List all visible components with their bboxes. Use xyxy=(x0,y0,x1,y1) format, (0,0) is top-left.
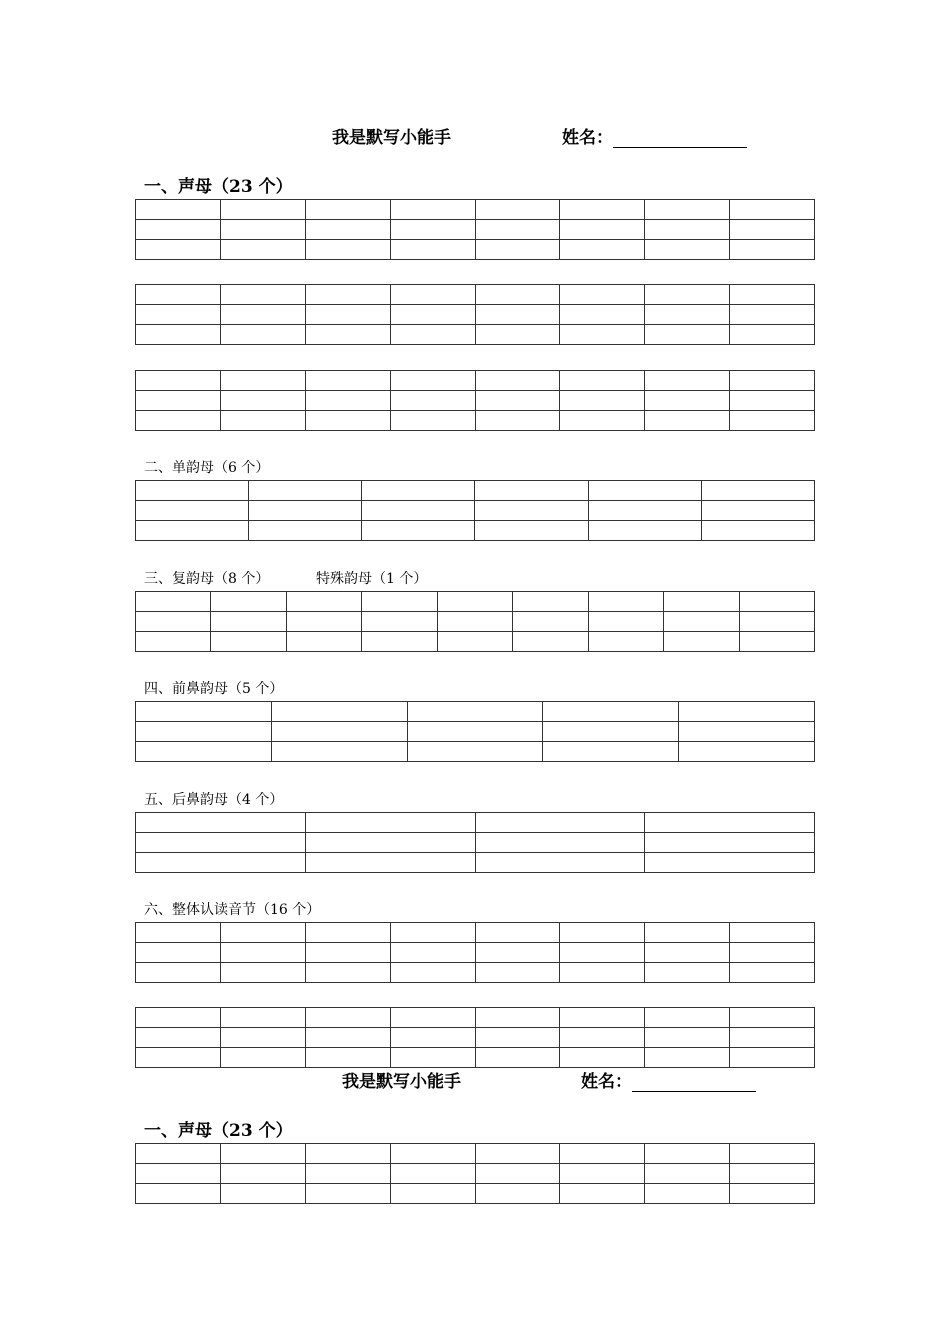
writing-cell[interactable] xyxy=(136,1164,221,1184)
writing-cell[interactable] xyxy=(220,200,305,220)
grid-row xyxy=(136,632,815,652)
writing-cell[interactable] xyxy=(560,923,645,943)
writing-cell[interactable] xyxy=(730,1184,815,1204)
writing-cell[interactable] xyxy=(543,742,679,762)
writing-cell[interactable] xyxy=(136,240,221,260)
writing-cell[interactable] xyxy=(220,371,305,391)
writing-cell[interactable] xyxy=(560,391,645,411)
writing-cell[interactable] xyxy=(305,220,390,240)
writing-grid-back-nasal[interactable] xyxy=(135,812,815,873)
writing-cell[interactable] xyxy=(475,813,645,833)
writing-cell[interactable] xyxy=(730,371,815,391)
writing-grid-initials-1[interactable] xyxy=(135,199,815,260)
writing-cell[interactable] xyxy=(475,943,560,963)
grid-row xyxy=(136,1028,815,1048)
writing-cell[interactable] xyxy=(220,391,305,411)
writing-cell[interactable] xyxy=(136,481,249,501)
writing-cell[interactable] xyxy=(739,592,815,612)
writing-cell[interactable] xyxy=(362,501,475,521)
writing-cell[interactable] xyxy=(645,305,730,325)
writing-cell[interactable] xyxy=(362,481,475,501)
writing-cell[interactable] xyxy=(645,1164,730,1184)
writing-cell[interactable] xyxy=(701,521,814,541)
worksheet-title: 我是默写小能手 xyxy=(332,128,451,148)
writing-cell[interactable] xyxy=(475,220,560,240)
writing-cell[interactable] xyxy=(390,305,475,325)
writing-cell[interactable] xyxy=(390,1144,475,1164)
grid-row xyxy=(136,722,815,742)
writing-cell[interactable] xyxy=(645,1048,730,1068)
writing-cell[interactable] xyxy=(645,200,730,220)
writing-cell[interactable] xyxy=(305,853,475,873)
grid-row xyxy=(136,371,815,391)
grid-row xyxy=(136,1144,815,1164)
writing-cell[interactable] xyxy=(701,481,814,501)
writing-cell[interactable] xyxy=(475,371,560,391)
writing-cell[interactable] xyxy=(664,632,739,652)
writing-cell[interactable] xyxy=(730,325,815,345)
writing-cell[interactable] xyxy=(136,612,211,632)
writing-cell[interactable] xyxy=(249,501,362,521)
writing-cell[interactable] xyxy=(475,1164,560,1184)
writing-cell[interactable] xyxy=(560,305,645,325)
grid-row xyxy=(136,325,815,345)
writing-cell[interactable] xyxy=(390,1028,475,1048)
writing-cell[interactable] xyxy=(305,200,390,220)
grid-row xyxy=(136,200,815,220)
writing-cell[interactable] xyxy=(305,240,390,260)
writing-cell[interactable] xyxy=(220,305,305,325)
writing-cell[interactable] xyxy=(730,1008,815,1028)
section-front-nasal-label: 四、前鼻韵母（5 个） xyxy=(144,681,284,697)
writing-cell[interactable] xyxy=(136,1008,221,1028)
writing-cell[interactable] xyxy=(679,702,815,722)
writing-cell[interactable] xyxy=(475,240,560,260)
grid-row xyxy=(136,612,815,632)
writing-cell[interactable] xyxy=(305,1028,390,1048)
writing-cell[interactable] xyxy=(211,632,286,652)
writing-cell[interactable] xyxy=(739,632,815,652)
writing-cell[interactable] xyxy=(730,411,815,431)
writing-cell[interactable] xyxy=(305,391,390,411)
writing-cell[interactable] xyxy=(136,943,221,963)
name-label-2: 姓名： xyxy=(581,1072,632,1092)
writing-cell[interactable] xyxy=(730,1144,815,1164)
writing-cell[interactable] xyxy=(362,592,437,612)
writing-cell[interactable] xyxy=(136,722,272,742)
writing-cell[interactable] xyxy=(390,200,475,220)
writing-cell[interactable] xyxy=(645,391,730,411)
grid-row xyxy=(136,1048,815,1068)
writing-cell[interactable] xyxy=(645,1144,730,1164)
writing-cell[interactable] xyxy=(475,1184,560,1204)
writing-cell[interactable] xyxy=(220,1184,305,1204)
writing-cell[interactable] xyxy=(211,592,286,612)
writing-grid-whole-syllables-1[interactable] xyxy=(135,922,815,983)
writing-cell[interactable] xyxy=(362,632,437,652)
writing-cell[interactable] xyxy=(560,963,645,983)
writing-cell[interactable] xyxy=(560,220,645,240)
writing-cell[interactable] xyxy=(730,1164,815,1184)
name-field[interactable] xyxy=(562,128,747,148)
writing-cell[interactable] xyxy=(390,1184,475,1204)
grid-row xyxy=(136,501,815,521)
writing-cell[interactable] xyxy=(136,592,211,612)
writing-cell[interactable] xyxy=(136,1048,221,1068)
writing-cell[interactable] xyxy=(136,521,249,541)
writing-cell[interactable] xyxy=(475,1144,560,1164)
writing-cell[interactable] xyxy=(730,963,815,983)
writing-cell[interactable] xyxy=(730,240,815,260)
writing-cell[interactable] xyxy=(271,722,407,742)
writing-cell[interactable] xyxy=(560,1184,645,1204)
writing-cell[interactable] xyxy=(475,521,588,541)
writing-cell[interactable] xyxy=(390,391,475,411)
writing-grid-initials-page2[interactable] xyxy=(135,1143,815,1204)
writing-cell[interactable] xyxy=(136,305,221,325)
writing-cell[interactable] xyxy=(513,632,588,652)
writing-cell[interactable] xyxy=(645,371,730,391)
grid-row xyxy=(136,1184,815,1204)
writing-cell[interactable] xyxy=(588,632,663,652)
writing-cell[interactable] xyxy=(390,1048,475,1068)
writing-cell[interactable] xyxy=(220,1164,305,1184)
worksheet-title-2: 我是默写小能手 xyxy=(342,1072,461,1092)
writing-cell[interactable] xyxy=(220,1144,305,1164)
writing-cell[interactable] xyxy=(362,521,475,541)
writing-cell[interactable] xyxy=(588,592,663,612)
writing-cell[interactable] xyxy=(305,411,390,431)
writing-cell[interactable] xyxy=(475,833,645,853)
writing-cell[interactable] xyxy=(305,943,390,963)
writing-cell[interactable] xyxy=(437,592,512,612)
writing-cell[interactable] xyxy=(560,371,645,391)
grid-row xyxy=(136,220,815,240)
writing-cell[interactable] xyxy=(136,963,221,983)
grid-row xyxy=(136,592,815,612)
writing-cell[interactable] xyxy=(305,1184,390,1204)
writing-cell[interactable] xyxy=(645,943,730,963)
writing-cell[interactable] xyxy=(543,722,679,742)
writing-cell[interactable] xyxy=(679,742,815,762)
writing-cell[interactable] xyxy=(390,411,475,431)
writing-cell[interactable] xyxy=(475,1028,560,1048)
grid-row xyxy=(136,833,815,853)
writing-cell[interactable] xyxy=(560,411,645,431)
writing-cell[interactable] xyxy=(560,1144,645,1164)
writing-cell[interactable] xyxy=(136,200,221,220)
writing-cell[interactable] xyxy=(305,1144,390,1164)
section-back-nasal-label: 五、后鼻韵母（4 个） xyxy=(144,792,284,808)
grid-row xyxy=(136,943,815,963)
writing-cell[interactable] xyxy=(136,220,221,240)
writing-cell[interactable] xyxy=(560,1048,645,1068)
writing-cell[interactable] xyxy=(730,220,815,240)
writing-cell[interactable] xyxy=(588,501,701,521)
writing-cell[interactable] xyxy=(475,411,560,431)
writing-cell[interactable] xyxy=(249,521,362,541)
writing-cell[interactable] xyxy=(701,501,814,521)
writing-cell[interactable] xyxy=(407,722,543,742)
writing-cell[interactable] xyxy=(249,481,362,501)
writing-cell[interactable] xyxy=(475,305,560,325)
name-label: 姓名： xyxy=(562,128,613,148)
writing-cell[interactable] xyxy=(730,305,815,325)
writing-cell[interactable] xyxy=(739,612,815,632)
writing-cell[interactable] xyxy=(286,632,361,652)
section-special-final-label: 特殊韵母（1 个） xyxy=(316,571,428,587)
writing-cell[interactable] xyxy=(475,963,560,983)
grid-row xyxy=(136,963,815,983)
writing-cell[interactable] xyxy=(305,1008,390,1028)
writing-cell[interactable] xyxy=(390,943,475,963)
writing-cell[interactable] xyxy=(305,1048,390,1068)
grid-row xyxy=(136,391,815,411)
writing-cell[interactable] xyxy=(136,702,272,722)
writing-cell[interactable] xyxy=(730,923,815,943)
writing-cell[interactable] xyxy=(560,285,645,305)
writing-cell[interactable] xyxy=(560,943,645,963)
writing-cell[interactable] xyxy=(664,592,739,612)
writing-cell[interactable] xyxy=(136,391,221,411)
writing-cell[interactable] xyxy=(645,1028,730,1048)
writing-cell[interactable] xyxy=(305,923,390,943)
writing-cell[interactable] xyxy=(390,923,475,943)
grid-row xyxy=(136,481,815,501)
writing-cell[interactable] xyxy=(543,702,679,722)
writing-cell[interactable] xyxy=(136,853,306,873)
writing-cell[interactable] xyxy=(730,1028,815,1048)
writing-cell[interactable] xyxy=(136,501,249,521)
writing-cell[interactable] xyxy=(305,285,390,305)
writing-cell[interactable] xyxy=(136,813,306,833)
writing-cell[interactable] xyxy=(305,325,390,345)
section-whole-syllables-label: 六、整体认读音节（16 个） xyxy=(144,902,321,918)
writing-cell[interactable] xyxy=(390,240,475,260)
writing-cell[interactable] xyxy=(305,371,390,391)
writing-cell[interactable] xyxy=(730,943,815,963)
writing-cell[interactable] xyxy=(220,240,305,260)
writing-cell[interactable] xyxy=(560,200,645,220)
writing-cell[interactable] xyxy=(645,220,730,240)
writing-cell[interactable] xyxy=(407,742,543,762)
writing-cell[interactable] xyxy=(220,285,305,305)
section-compound-finals-label: 三、复韵母（8 个） xyxy=(144,571,270,587)
writing-cell[interactable] xyxy=(475,481,588,501)
writing-cell[interactable] xyxy=(475,1048,560,1068)
grid-row xyxy=(136,521,815,541)
writing-cell[interactable] xyxy=(560,1008,645,1028)
writing-cell[interactable] xyxy=(390,220,475,240)
writing-cell[interactable] xyxy=(475,325,560,345)
writing-cell[interactable] xyxy=(645,813,815,833)
writing-cell[interactable] xyxy=(679,722,815,742)
grid-row xyxy=(136,1164,815,1184)
writing-cell[interactable] xyxy=(730,200,815,220)
writing-cell[interactable] xyxy=(390,325,475,345)
writing-cell[interactable] xyxy=(305,1164,390,1184)
writing-cell[interactable] xyxy=(271,742,407,762)
writing-cell[interactable] xyxy=(730,285,815,305)
writing-cell[interactable] xyxy=(136,285,221,305)
writing-cell[interactable] xyxy=(645,853,815,873)
writing-cell[interactable] xyxy=(305,833,475,853)
writing-cell[interactable] xyxy=(645,240,730,260)
grid-row xyxy=(136,813,815,833)
writing-cell[interactable] xyxy=(390,371,475,391)
writing-cell[interactable] xyxy=(588,612,663,632)
writing-cell[interactable] xyxy=(475,1008,560,1028)
section-initials-label-2: 一、声母（23 个） xyxy=(144,1121,293,1141)
grid-row xyxy=(136,742,815,762)
writing-cell[interactable] xyxy=(136,371,221,391)
writing-cell[interactable] xyxy=(588,481,701,501)
grid-row xyxy=(136,1008,815,1028)
writing-cell[interactable] xyxy=(136,632,211,652)
writing-cell[interactable] xyxy=(645,411,730,431)
writing-grid-whole-syllables-2[interactable] xyxy=(135,1007,815,1068)
writing-cell[interactable] xyxy=(220,1008,305,1028)
writing-cell[interactable] xyxy=(645,923,730,943)
writing-cell[interactable] xyxy=(305,305,390,325)
writing-cell[interactable] xyxy=(560,1028,645,1048)
writing-cell[interactable] xyxy=(136,1184,221,1204)
writing-cell[interactable] xyxy=(220,1048,305,1068)
grid-row xyxy=(136,853,815,873)
writing-cell[interactable] xyxy=(588,521,701,541)
writing-cell[interactable] xyxy=(475,853,645,873)
writing-cell[interactable] xyxy=(390,1008,475,1028)
writing-cell[interactable] xyxy=(211,612,286,632)
writing-cell[interactable] xyxy=(475,200,560,220)
writing-cell[interactable] xyxy=(220,1028,305,1048)
writing-cell[interactable] xyxy=(390,963,475,983)
grid-row xyxy=(136,305,815,325)
writing-cell[interactable] xyxy=(513,612,588,632)
writing-cell[interactable] xyxy=(437,612,512,632)
writing-grid-initials-3[interactable] xyxy=(135,370,815,431)
writing-cell[interactable] xyxy=(220,963,305,983)
writing-cell[interactable] xyxy=(305,963,390,983)
section-initials-label: 一、声母（23 个） xyxy=(144,177,293,197)
grid-row xyxy=(136,923,815,943)
writing-grid-initials-2[interactable] xyxy=(135,284,815,345)
writing-cell[interactable] xyxy=(220,220,305,240)
grid-row xyxy=(136,411,815,431)
name-blank-line-2[interactable] xyxy=(632,1075,756,1092)
writing-cell[interactable] xyxy=(560,325,645,345)
writing-cell[interactable] xyxy=(362,612,437,632)
writing-cell[interactable] xyxy=(136,742,272,762)
writing-cell[interactable] xyxy=(645,963,730,983)
writing-grid-front-nasal[interactable] xyxy=(135,701,815,762)
writing-cell[interactable] xyxy=(220,923,305,943)
section-simple-finals-label: 二、单韵母（6 个） xyxy=(144,460,270,476)
writing-cell[interactable] xyxy=(286,612,361,632)
writing-cell[interactable] xyxy=(475,285,560,305)
writing-cell[interactable] xyxy=(407,702,543,722)
writing-cell[interactable] xyxy=(560,1164,645,1184)
writing-cell[interactable] xyxy=(475,391,560,411)
writing-cell[interactable] xyxy=(136,325,221,345)
writing-cell[interactable] xyxy=(136,923,221,943)
writing-cell[interactable] xyxy=(645,1184,730,1204)
writing-cell[interactable] xyxy=(286,592,361,612)
writing-cell[interactable] xyxy=(645,1008,730,1028)
writing-cell[interactable] xyxy=(437,632,512,652)
writing-cell[interactable] xyxy=(560,240,645,260)
writing-cell[interactable] xyxy=(645,325,730,345)
name-blank-line[interactable] xyxy=(613,131,747,148)
writing-grid-compound-finals[interactable] xyxy=(135,591,815,652)
grid-row xyxy=(136,702,815,722)
writing-cell[interactable] xyxy=(645,833,815,853)
writing-cell[interactable] xyxy=(475,501,588,521)
writing-cell[interactable] xyxy=(220,943,305,963)
writing-cell[interactable] xyxy=(475,923,560,943)
writing-cell[interactable] xyxy=(136,1028,221,1048)
writing-cell[interactable] xyxy=(730,391,815,411)
grid-row xyxy=(136,240,815,260)
writing-cell[interactable] xyxy=(136,833,306,853)
writing-cell[interactable] xyxy=(730,1048,815,1068)
writing-cell[interactable] xyxy=(513,592,588,612)
writing-grid-simple-finals[interactable] xyxy=(135,480,815,541)
writing-cell[interactable] xyxy=(645,285,730,305)
grid-row xyxy=(136,285,815,305)
writing-cell[interactable] xyxy=(136,1144,221,1164)
writing-cell[interactable] xyxy=(390,285,475,305)
writing-cell[interactable] xyxy=(136,411,221,431)
writing-cell[interactable] xyxy=(664,612,739,632)
writing-cell[interactable] xyxy=(220,411,305,431)
writing-cell[interactable] xyxy=(390,1164,475,1184)
writing-cell[interactable] xyxy=(220,325,305,345)
writing-cell[interactable] xyxy=(305,813,475,833)
writing-cell[interactable] xyxy=(271,702,407,722)
name-field-2[interactable] xyxy=(581,1072,756,1092)
